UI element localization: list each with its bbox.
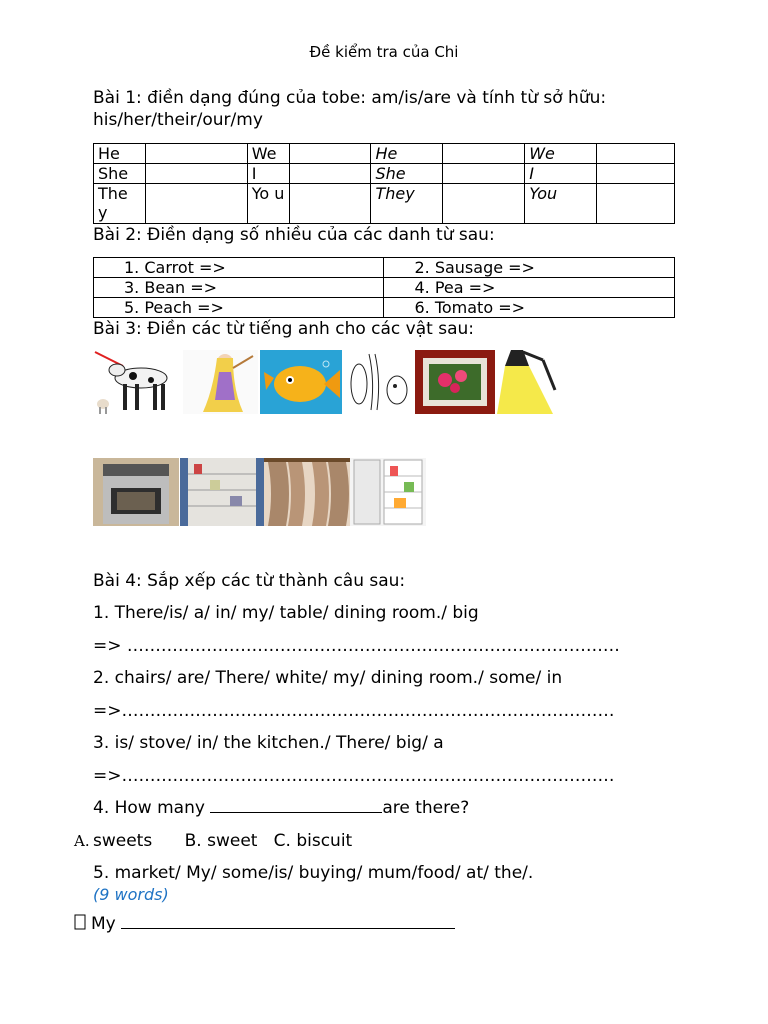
- answer-cell[interactable]: [597, 164, 675, 184]
- noun-cell[interactable]: 4. Pea =>: [384, 278, 675, 298]
- answer-line-3[interactable]: =>……………………………………………………………………………: [93, 766, 615, 786]
- table-row: [94, 258, 675, 278]
- princess-picture: [183, 350, 258, 414]
- pronoun-cell: She: [94, 164, 146, 184]
- noun-cell[interactable]: 6. Tomato =>: [384, 298, 675, 318]
- table-row: [94, 298, 675, 318]
- stove-picture: [93, 458, 179, 526]
- pronoun-cell: They: [371, 184, 443, 224]
- answer-line-2[interactable]: =>……………………………………………………………………………: [93, 701, 615, 721]
- question-2: 2. chairs/ are/ There/ white/ my/ dining room./ some/ in: [93, 668, 563, 688]
- answer-cell[interactable]: [289, 164, 371, 184]
- question-5-answer-start: My: [91, 914, 116, 934]
- question-4-options[interactable]: sweets B. sweet C. biscuit: [93, 831, 353, 851]
- fish-picture: [260, 350, 342, 414]
- exercise-1-title-line2: his/her/their/our/my: [93, 110, 263, 130]
- pronoun-cell: We: [247, 144, 289, 164]
- noun-cell[interactable]: 5. Peach =>: [94, 298, 384, 318]
- pronoun-cell: The y: [94, 184, 146, 224]
- question-5: 5. market/ My/ some/is/ buying/ mum/food/ at/ the/.: [93, 863, 534, 883]
- page-title: Đề kiểm tra của Chi: [309, 43, 459, 61]
- exercise-1-table: [93, 143, 675, 224]
- table-row: [94, 184, 675, 224]
- question-1: 1. There/is/ a/ in/ my/ table/ dining room./ big: [93, 603, 479, 623]
- fridge-picture: [350, 458, 426, 526]
- answer-cell[interactable]: [597, 144, 675, 164]
- answer-cell[interactable]: [145, 164, 247, 184]
- answer-cell[interactable]: [289, 184, 371, 224]
- answer-cell[interactable]: [597, 184, 675, 224]
- pronoun-cell: I: [525, 164, 597, 184]
- lamp-picture: [497, 350, 563, 414]
- shelves-picture: [180, 458, 264, 526]
- pronoun-cell: He: [371, 144, 443, 164]
- drawing-picture: [345, 350, 413, 414]
- question-5-answer[interactable]: [91, 912, 455, 936]
- exercise-1-title: Bài 1: điền dạng đúng của tobe: am/is/are và tính từ sở hữu:: [93, 88, 607, 108]
- curtains-picture: [264, 458, 350, 526]
- answer-cell[interactable]: [443, 144, 525, 164]
- question-4-blank[interactable]: [210, 796, 382, 813]
- pronoun-cell: You: [525, 184, 597, 224]
- answer-cell[interactable]: [289, 144, 371, 164]
- exercise-2-table: [93, 257, 675, 318]
- answer-cell[interactable]: [443, 164, 525, 184]
- question-4-end: are there?: [382, 798, 470, 818]
- dog-picture: [93, 350, 183, 414]
- exercise-2-title: Bài 2: Điền dạng số nhiều của các danh từ sau:: [93, 225, 495, 245]
- question-4: [93, 796, 469, 820]
- question-5-blank[interactable]: [121, 912, 455, 929]
- pronoun-cell: I: [247, 164, 289, 184]
- noun-cell[interactable]: 3. Bean =>: [94, 278, 384, 298]
- noun-cell[interactable]: 2. Sausage =>: [384, 258, 675, 278]
- question-5-hint: (9 words): [93, 885, 169, 904]
- table-row: [94, 164, 675, 184]
- frame-picture: [415, 350, 495, 414]
- noun-cell[interactable]: 1. Carrot =>: [94, 258, 384, 278]
- pronoun-cell: She: [371, 164, 443, 184]
- answer-cell[interactable]: [443, 184, 525, 224]
- option-marker: A.: [74, 832, 90, 850]
- exercise-4-title: Bài 4: Sắp xếp các từ thành câu sau:: [93, 571, 406, 591]
- table-row: [94, 278, 675, 298]
- table-row: [94, 144, 675, 164]
- pronoun-cell: Yo u: [247, 184, 289, 224]
- pronoun-cell: He: [94, 144, 146, 164]
- pronoun-cell: We: [525, 144, 597, 164]
- question-4-start: 4. How many: [93, 798, 205, 818]
- answer-cell[interactable]: [145, 144, 247, 164]
- answer-marker: [74, 912, 86, 932]
- exercise-3-title: Bài 3: Điền các từ tiếng anh cho các vật sau:: [93, 319, 474, 339]
- question-3: 3. is/ stove/ in/ the kitchen./ There/ big/ a: [93, 733, 444, 753]
- answer-cell[interactable]: [145, 184, 247, 224]
- answer-line-1[interactable]: => ……………………………………………………………………………: [93, 636, 620, 656]
